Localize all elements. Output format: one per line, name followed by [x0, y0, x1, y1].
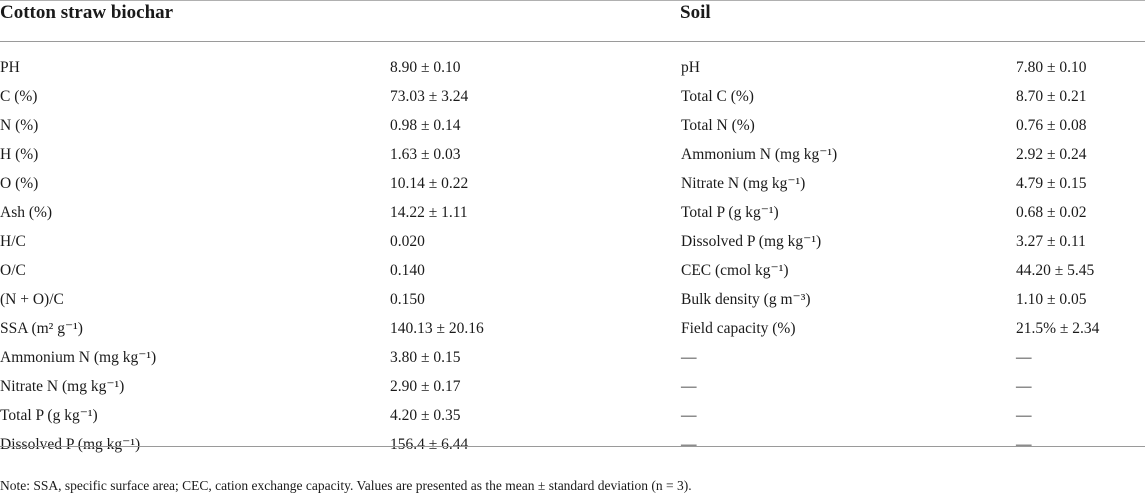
biochar-property: Ash (%) [0, 204, 53, 221]
soil-value: 1.10 ± 0.05 [1016, 291, 1087, 308]
soil-property: Ammonium N (mg kg⁻¹) [681, 146, 838, 163]
soil-property: Field capacity (%) [681, 320, 796, 337]
soil-property: — [681, 349, 697, 366]
soil-value: 3.27 ± 0.11 [1016, 233, 1086, 250]
table-row [0, 111, 1145, 140]
soil-value: 44.20 ± 5.45 [1016, 262, 1095, 279]
soil-property: — [681, 407, 697, 424]
biochar-value: 3.80 ± 0.15 [390, 349, 461, 366]
table-footnote: Note: SSA, specific surface area; CEC, cation exchange capacity. Values are presented as the mean ± standard deviation (n = 3). [0, 478, 692, 493]
biochar-value: 8.90 ± 0.10 [390, 59, 461, 76]
soil-property: CEC (cmol kg⁻¹) [681, 262, 789, 279]
table-bottom-rule [0, 446, 1145, 447]
soil-value: — [1016, 349, 1032, 366]
biochar-value: 0.140 [390, 262, 425, 279]
soil-property: pH [681, 59, 700, 76]
soil-value: 2.92 ± 0.24 [1016, 146, 1087, 163]
soil-value: 4.79 ± 0.15 [1016, 175, 1087, 192]
soil-value: 0.68 ± 0.02 [1016, 204, 1087, 221]
biochar-value: 73.03 ± 3.24 [390, 88, 469, 105]
soil-value: 21.5% ± 2.34 [1016, 320, 1100, 337]
header-biochar: Cotton straw biochar [0, 2, 174, 23]
table-row [0, 256, 1145, 285]
biochar-property: H/C [0, 233, 26, 250]
header-soil: Soil [680, 2, 711, 23]
soil-value: 7.80 ± 0.10 [1016, 59, 1087, 76]
biochar-property: (N + O)/C [0, 291, 64, 308]
biochar-property: PH [0, 59, 20, 76]
soil-value: — [1016, 436, 1032, 453]
biochar-property: C (%) [0, 88, 38, 105]
soil-property: Nitrate N (mg kg⁻¹) [681, 175, 806, 192]
table-row [0, 227, 1145, 256]
biochar-value: 10.14 ± 0.22 [390, 175, 469, 192]
table-row [0, 285, 1145, 314]
biochar-value: 140.13 ± 20.16 [390, 320, 484, 337]
soil-property: — [681, 436, 697, 453]
table-row [0, 372, 1145, 401]
soil-value: 0.76 ± 0.08 [1016, 117, 1087, 134]
biochar-value: 156.4 ± 6.44 [390, 436, 469, 453]
table-row [0, 82, 1145, 111]
biochar-value: 0.020 [390, 233, 425, 250]
soil-property: Total P (g kg⁻¹) [681, 204, 779, 221]
table-row [0, 314, 1145, 343]
soil-value: — [1016, 378, 1032, 395]
soil-property: Total C (%) [681, 88, 754, 105]
biochar-property: O (%) [0, 175, 39, 192]
soil-value: — [1016, 407, 1032, 424]
soil-property: Total N (%) [681, 117, 755, 134]
biochar-value: 2.90 ± 0.17 [390, 378, 461, 395]
table-row [0, 53, 1145, 82]
soil-property: Dissolved P (mg kg⁻¹) [681, 233, 822, 250]
biochar-value: 0.98 ± 0.14 [390, 117, 461, 134]
table-header [0, 0, 1145, 42]
table-row [0, 401, 1145, 430]
table-row [0, 198, 1145, 227]
table-row [0, 140, 1145, 169]
biochar-property: Total P (g kg⁻¹) [0, 407, 98, 424]
biochar-value: 0.150 [390, 291, 425, 308]
biochar-property: O/C [0, 262, 26, 279]
biochar-value: 4.20 ± 0.35 [390, 407, 461, 424]
biochar-property: N (%) [0, 117, 39, 134]
table-row [0, 169, 1145, 198]
table-row [0, 430, 1145, 459]
table-body [0, 53, 1145, 459]
biochar-property: Dissolved P (mg kg⁻¹) [0, 436, 141, 453]
biochar-value: 14.22 ± 1.11 [390, 204, 468, 221]
biochar-property: Ammonium N (mg kg⁻¹) [0, 349, 157, 366]
table-row [0, 343, 1145, 372]
biochar-property: H (%) [0, 146, 39, 163]
soil-value: 8.70 ± 0.21 [1016, 88, 1087, 105]
biochar-property: SSA (m² g⁻¹) [0, 320, 83, 337]
soil-property: — [681, 378, 697, 395]
biochar-value: 1.63 ± 0.03 [390, 146, 461, 163]
biochar-property: Nitrate N (mg kg⁻¹) [0, 378, 125, 395]
soil-property: Bulk density (g m⁻³) [681, 291, 811, 308]
